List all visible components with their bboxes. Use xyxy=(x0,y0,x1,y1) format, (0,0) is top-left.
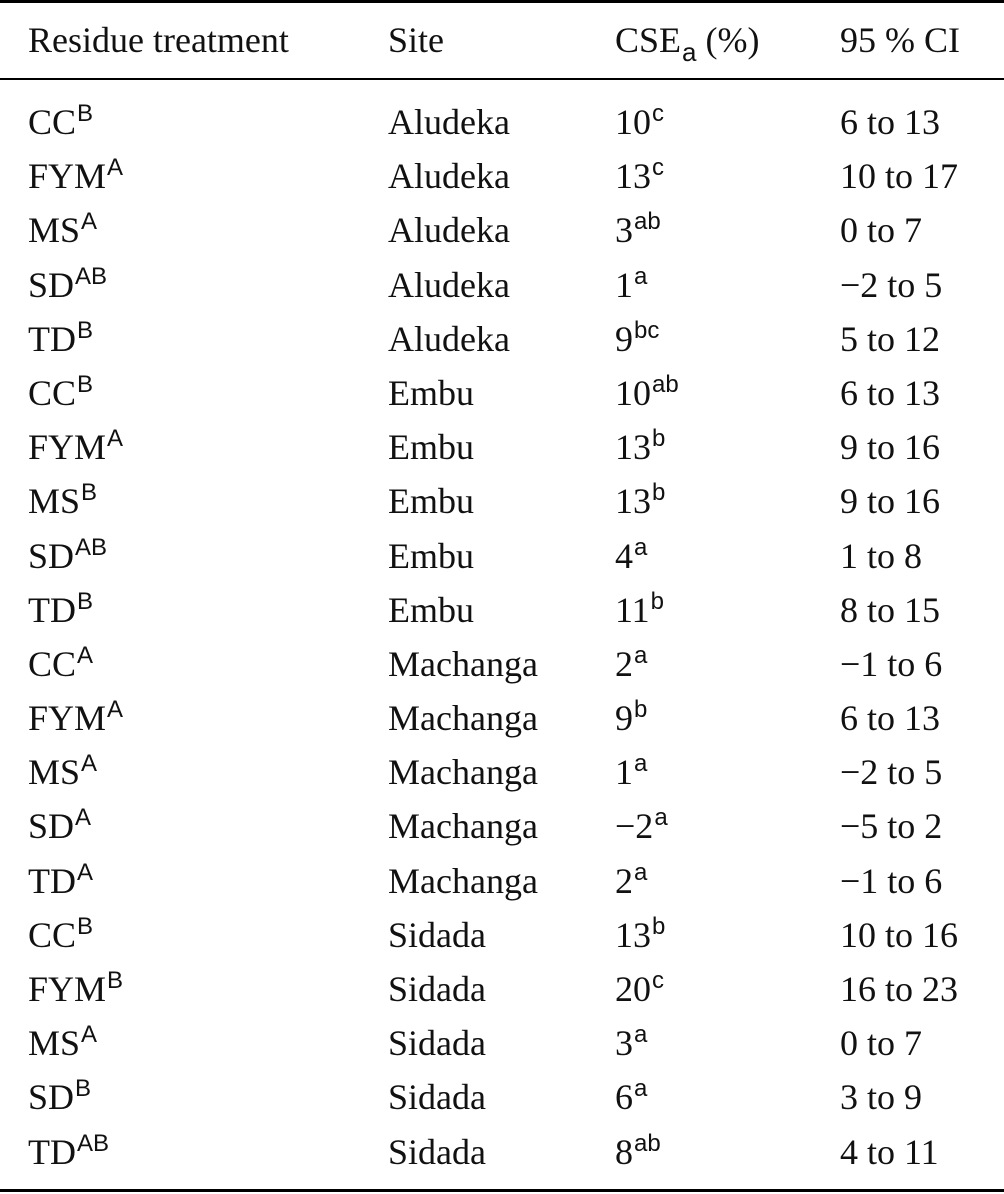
cell-site: Embu xyxy=(388,481,474,522)
treatment-code: FYM xyxy=(28,156,107,197)
cell-residue-treatment xyxy=(28,962,123,1021)
treatment-code: MS xyxy=(28,481,81,522)
table-row xyxy=(0,149,1004,203)
cell-site: Sidada xyxy=(388,969,486,1009)
cell-cse xyxy=(615,95,664,154)
treatment-group-superscript: A xyxy=(107,425,124,453)
treatment-code: TD xyxy=(28,860,76,901)
cell-residue-treatment xyxy=(28,203,97,262)
table-row xyxy=(0,908,1004,962)
cse-group-superscript: bc xyxy=(634,316,660,344)
cell-cse xyxy=(615,908,665,967)
table-row xyxy=(0,529,1004,583)
cell-ci: 6 to 13 xyxy=(840,102,941,142)
cell-residue-treatment xyxy=(28,420,123,479)
cse-value: 10 xyxy=(615,102,651,142)
cse-group-superscript: ab xyxy=(634,208,661,236)
cell-ci: 5 to 12 xyxy=(840,318,941,359)
table-row xyxy=(0,583,1004,637)
cell-residue-treatment xyxy=(28,1125,109,1184)
table-row xyxy=(0,799,1004,853)
table-row xyxy=(0,1070,1004,1124)
cse-value: 2 xyxy=(615,860,633,901)
cell-cse xyxy=(615,799,668,858)
treatment-group-superscript: B xyxy=(107,967,124,994)
treatment-group-superscript: AB xyxy=(75,533,108,561)
treatment-code: CC xyxy=(28,102,77,142)
cell-site: Machanga xyxy=(388,698,538,739)
cse-value: 10 xyxy=(615,372,651,413)
cell-residue-treatment xyxy=(28,799,91,858)
cse-group-superscript: a xyxy=(634,1021,648,1049)
cell-site: Sidada xyxy=(388,914,486,955)
cse-group-superscript: a xyxy=(634,262,648,290)
cell-cse xyxy=(615,1070,647,1129)
cell-residue-treatment xyxy=(28,854,93,913)
cell-site: Aludeka xyxy=(388,210,510,251)
cell-site: Embu xyxy=(388,372,474,413)
cse-value: 20 xyxy=(615,969,651,1009)
cse-value: 11 xyxy=(615,589,650,630)
table-row xyxy=(0,95,1004,149)
cse-group-superscript: b xyxy=(634,696,648,724)
treatment-group-superscript: B xyxy=(81,479,98,507)
cell-ci: 6 to 13 xyxy=(840,372,941,413)
cse-value: 13 xyxy=(615,481,651,522)
cell-site: Machanga xyxy=(388,806,538,847)
cse-value: 1 xyxy=(615,264,633,305)
cse-group-superscript: b xyxy=(652,912,666,940)
cell-ci: 3 to 9 xyxy=(840,1077,923,1118)
treatment-group-superscript: A xyxy=(107,154,124,182)
table-row xyxy=(0,1125,1004,1179)
treatment-code: SD xyxy=(28,264,75,305)
cell-cse xyxy=(615,203,661,262)
treatment-group-superscript: B xyxy=(77,100,94,127)
treatment-group-superscript: B xyxy=(77,587,94,615)
table-row xyxy=(0,203,1004,257)
cse-value: 13 xyxy=(615,427,651,468)
cell-residue-treatment xyxy=(28,1070,91,1129)
table-header-rule xyxy=(0,78,1004,80)
treatment-group-superscript: A xyxy=(81,750,98,778)
cse-value: 13 xyxy=(615,156,651,197)
cse-group-superscript: b xyxy=(652,425,666,453)
treatment-code: MS xyxy=(28,752,81,793)
cse-group-superscript: ab xyxy=(652,370,679,398)
cell-ci: 0 to 7 xyxy=(840,210,923,251)
cse-group-superscript: a xyxy=(634,858,648,886)
cell-cse xyxy=(615,1125,661,1184)
treatment-group-superscript: A xyxy=(77,858,94,886)
cell-site: Aludeka xyxy=(388,318,510,359)
cse-group-superscript: ab xyxy=(634,1129,661,1157)
cell-cse xyxy=(615,149,664,208)
cell-residue-treatment xyxy=(28,745,97,804)
treatment-code: FYM xyxy=(28,698,107,739)
cell-cse xyxy=(615,583,664,642)
cell-ci: 9 to 16 xyxy=(840,481,941,522)
cse-group-superscript: a xyxy=(634,750,648,778)
cse-group-superscript: a xyxy=(634,1075,648,1103)
cell-cse xyxy=(615,1016,647,1075)
cell-cse xyxy=(615,258,647,317)
treatment-group-superscript: A xyxy=(77,641,94,669)
cell-residue-treatment xyxy=(28,258,107,317)
table-row xyxy=(0,312,1004,366)
cse-value: 9 xyxy=(615,318,633,359)
cell-cse xyxy=(615,420,665,479)
cse-value: 9 xyxy=(615,698,633,739)
treatment-group-superscript: A xyxy=(81,208,98,236)
cell-cse xyxy=(615,745,647,804)
cell-residue-treatment xyxy=(28,691,123,750)
header-ci: 95 % CI xyxy=(840,20,960,60)
cse-value: 2 xyxy=(615,643,633,684)
cell-residue-treatment xyxy=(28,583,93,642)
table-row xyxy=(0,745,1004,799)
header-cse-subscript: a xyxy=(682,37,697,67)
treatment-code: TD xyxy=(28,318,76,359)
cse-group-superscript: c xyxy=(652,967,664,994)
table-row xyxy=(0,962,1004,1016)
table-bottom-rule xyxy=(0,1189,1004,1192)
cell-site: Aludeka xyxy=(388,156,510,197)
cell-residue-treatment xyxy=(28,529,107,588)
cell-site: Aludeka xyxy=(388,102,510,142)
cell-ci: −5 to 2 xyxy=(840,806,943,847)
cell-ci: −1 to 6 xyxy=(840,860,943,901)
cell-ci: 1 to 8 xyxy=(840,535,923,576)
table-row xyxy=(0,1016,1004,1070)
treatment-code: CC xyxy=(28,914,77,955)
cse-value: −2 xyxy=(615,806,654,847)
table-row xyxy=(0,258,1004,312)
cell-site: Machanga xyxy=(388,752,538,793)
table-body xyxy=(0,95,1004,1179)
treatment-code: FYM xyxy=(28,969,107,1009)
cse-group-superscript: b xyxy=(652,479,666,507)
cell-cse xyxy=(615,854,647,913)
cell-cse xyxy=(615,474,665,533)
table-row xyxy=(0,474,1004,528)
cse-value: 1 xyxy=(615,752,633,793)
cse-group-superscript: a xyxy=(634,533,648,561)
cell-ci: 6 to 13 xyxy=(840,698,941,739)
treatment-code: SD xyxy=(28,806,75,847)
cse-group-superscript: c xyxy=(652,154,664,182)
treatment-code: FYM xyxy=(28,427,107,468)
cell-cse xyxy=(615,691,647,750)
treatment-code: SD xyxy=(28,535,75,576)
cell-site: Machanga xyxy=(388,860,538,901)
cell-residue-treatment xyxy=(28,149,123,208)
cell-ci: 10 to 17 xyxy=(840,156,959,197)
cse-group-superscript: a xyxy=(634,641,648,669)
cse-group-superscript: c xyxy=(652,100,664,127)
cse-value: 3 xyxy=(615,210,633,251)
cell-cse xyxy=(615,312,659,371)
cell-site: Machanga xyxy=(388,643,538,684)
treatment-code: MS xyxy=(28,210,81,251)
header-residue-treatment: Residue treatment xyxy=(28,20,289,60)
header-cse xyxy=(615,15,759,68)
cell-site: Sidada xyxy=(388,1131,486,1172)
cell-ci: −2 to 5 xyxy=(840,752,943,793)
cse-value: 4 xyxy=(615,535,633,576)
treatment-code: SD xyxy=(28,1077,75,1118)
cell-cse xyxy=(615,962,664,1021)
table-row xyxy=(0,637,1004,691)
cell-site: Sidada xyxy=(388,1077,486,1118)
table-top-rule xyxy=(0,0,1004,3)
header-site: Site xyxy=(388,20,445,60)
table-row xyxy=(0,691,1004,745)
cell-ci: 9 to 16 xyxy=(840,427,941,468)
cell-residue-treatment xyxy=(28,95,93,154)
cell-site: Embu xyxy=(388,427,474,468)
treatment-group-superscript: A xyxy=(107,696,124,724)
treatment-code: MS xyxy=(28,1023,81,1064)
cse-group-superscript: a xyxy=(654,804,668,832)
cell-site: Embu xyxy=(388,535,474,576)
treatment-group-superscript: A xyxy=(81,1021,98,1049)
treatment-group-superscript: B xyxy=(75,1075,92,1103)
cse-group-superscript: b xyxy=(650,587,665,615)
treatment-code: CC xyxy=(28,372,77,413)
cell-cse xyxy=(615,637,647,696)
cell-ci: −1 to 6 xyxy=(840,643,943,684)
table-header-row xyxy=(0,15,1004,65)
cell-residue-treatment xyxy=(28,908,93,967)
cell-site: Embu xyxy=(388,589,474,630)
table-row xyxy=(0,366,1004,420)
treatment-group-superscript: AB xyxy=(77,1129,110,1157)
cell-residue-treatment xyxy=(28,474,97,533)
treatment-code: TD xyxy=(28,1131,76,1172)
cell-residue-treatment xyxy=(28,366,93,425)
header-cse-unit: (%) xyxy=(696,20,760,60)
cell-ci: −2 to 5 xyxy=(840,264,943,305)
treatment-code: CC xyxy=(28,643,77,684)
header-cse-main: CSE xyxy=(615,20,682,60)
cell-ci: 0 to 7 xyxy=(840,1023,923,1064)
treatment-group-superscript: B xyxy=(77,316,94,344)
cell-residue-treatment xyxy=(28,1016,97,1075)
table-row xyxy=(0,854,1004,908)
cse-value: 6 xyxy=(615,1077,633,1118)
treatment-group-superscript: AB xyxy=(75,262,108,290)
treatment-group-superscript: A xyxy=(75,804,92,832)
cell-site: Sidada xyxy=(388,1023,486,1064)
treatment-group-superscript: B xyxy=(77,370,94,398)
cell-site: Aludeka xyxy=(388,264,510,305)
cell-residue-treatment xyxy=(28,312,93,371)
cell-cse xyxy=(615,366,679,425)
cell-ci: 10 to 16 xyxy=(840,914,959,955)
cse-value: 13 xyxy=(615,914,651,955)
cell-cse xyxy=(615,529,647,588)
cell-ci: 8 to 15 xyxy=(840,589,941,630)
treatment-group-superscript: B xyxy=(77,912,94,940)
cse-value: 8 xyxy=(615,1131,633,1172)
cell-ci: 16 to 23 xyxy=(840,969,959,1009)
table-row xyxy=(0,420,1004,474)
cell-ci: 4 to 11 xyxy=(840,1131,939,1172)
cse-value: 3 xyxy=(615,1023,633,1064)
treatment-code: TD xyxy=(28,589,76,630)
cell-residue-treatment xyxy=(28,637,93,696)
